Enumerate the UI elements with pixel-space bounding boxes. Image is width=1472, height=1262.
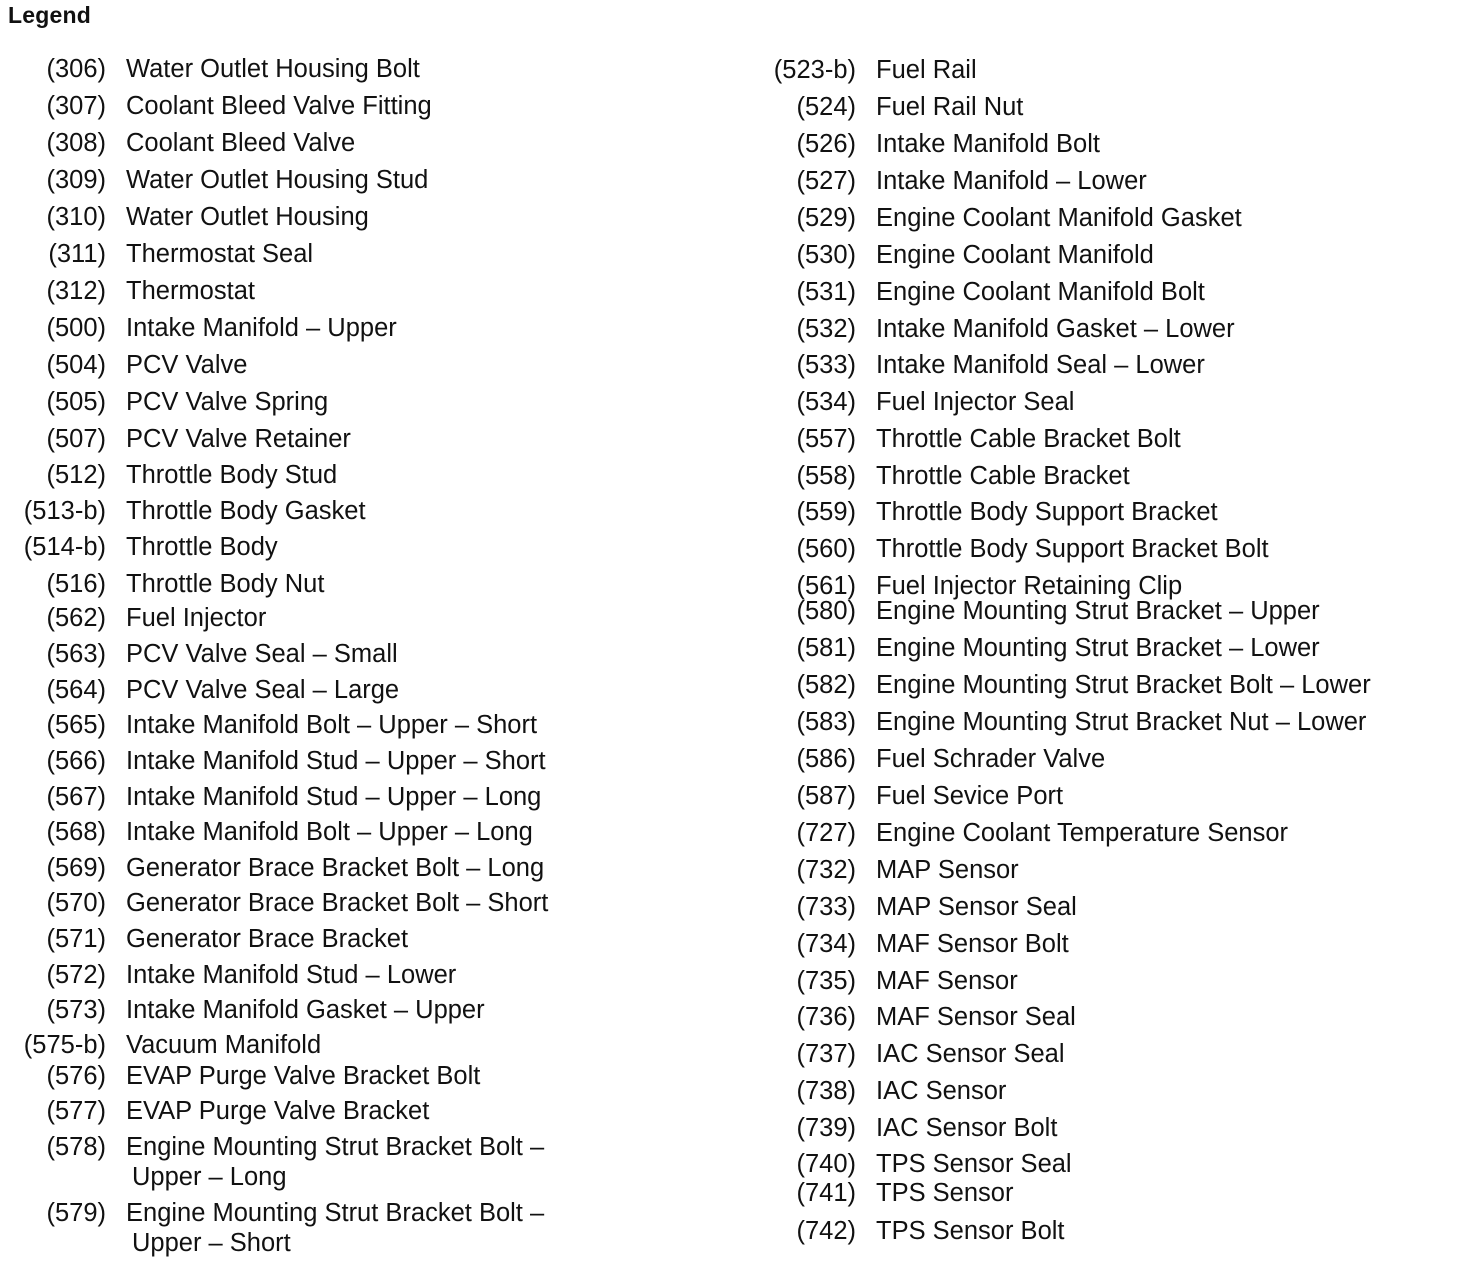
legend-item-description-line: TPS Sensor Seal	[876, 1150, 1072, 1178]
legend-item-description	[876, 55, 977, 85]
legend-item-description-line: Intake Manifold Gasket – Upper	[126, 996, 485, 1024]
legend-item-number: (311)	[48, 240, 106, 268]
legend-item-number: (738)	[796, 1077, 856, 1105]
legend-item-number: (307)	[46, 92, 106, 120]
legend-item-description-line: Intake Manifold Gasket – Lower	[876, 315, 1235, 343]
legend-item-description	[876, 670, 1371, 700]
legend-item-number: (569)	[46, 854, 106, 882]
legend-item-description-line: IAC Sensor	[876, 1077, 1007, 1105]
legend-item-number: (573)	[46, 996, 106, 1024]
legend-item-description-line: Water Outlet Housing	[126, 203, 369, 231]
legend-item-number: (310)	[46, 203, 106, 231]
legend-item-number: (586)	[796, 745, 856, 773]
legend-item-description	[876, 707, 1366, 737]
legend-item-description-line: Fuel Injector Retaining Clip	[876, 572, 1183, 600]
legend-item-number: (566)	[46, 747, 106, 775]
legend-item-description-line: Intake Manifold – Upper	[126, 314, 397, 342]
legend-item-description	[126, 54, 420, 84]
legend-item-description-line: Throttle Body	[126, 533, 278, 561]
legend-item-number: (580)	[796, 597, 856, 625]
legend-item-number: (532)	[796, 315, 856, 343]
legend-item-description	[126, 924, 408, 954]
legend-item-description-line: MAF Sensor Seal	[876, 1003, 1076, 1031]
legend-item-number: (742)	[796, 1217, 856, 1245]
legend-item-description	[126, 710, 537, 740]
legend-item-description-line: Thermostat	[126, 277, 255, 305]
legend-item-description	[126, 239, 313, 269]
legend-item-description	[876, 1002, 1076, 1032]
legend-item-description	[126, 1198, 544, 1258]
legend-item-description	[126, 1096, 429, 1126]
legend-item-description-line: TPS Sensor	[876, 1179, 1014, 1207]
legend-item-description-line: Engine Mounting Strut Bracket Nut – Lower	[876, 708, 1367, 736]
legend-item-number: (570)	[46, 889, 106, 917]
legend-item-description	[126, 276, 255, 306]
legend-item-number: (514-b)	[23, 533, 106, 561]
legend-item-description-line: Intake Manifold Bolt – Upper – Long	[126, 818, 533, 846]
legend-item-description	[126, 91, 432, 121]
legend-item-description-line: Intake Manifold Stud – Lower	[126, 961, 457, 989]
legend-item-description-line: Coolant Bleed Valve Fitting	[126, 92, 432, 120]
legend-item-description-line: Intake Manifold – Lower	[876, 167, 1147, 195]
legend-item-description	[126, 1030, 321, 1060]
legend-item-number: (733)	[796, 893, 856, 921]
legend-item-description	[876, 781, 1063, 811]
legend-item-number: (312)	[46, 277, 106, 305]
legend-item-description	[126, 496, 366, 526]
legend-item-description	[126, 387, 328, 417]
legend-item-number: (534)	[796, 388, 856, 416]
legend-item-description	[876, 855, 1019, 885]
legend-item-number: (565)	[46, 711, 106, 739]
legend-item-number: (529)	[796, 204, 856, 232]
legend-item-number: (581)	[796, 634, 856, 662]
legend-item-description-line: Generator Brace Bracket	[126, 925, 409, 953]
legend-item-description-line: Thermostat Seal	[126, 240, 314, 268]
legend-item-description-line: Engine Mounting Strut Bracket Bolt –	[126, 1199, 545, 1227]
legend-item-description	[876, 387, 1074, 417]
legend-item-description-line: PCV Valve Seal – Small	[126, 640, 398, 668]
legend-item-description	[876, 966, 1018, 996]
legend-item-number: (582)	[796, 671, 856, 699]
legend-item-description-continuation: Upper – Long	[132, 1163, 287, 1191]
legend-item-number: (578)	[46, 1133, 106, 1161]
legend-item-description-line: Fuel Schrader Valve	[876, 745, 1106, 773]
legend-item-description	[126, 128, 355, 158]
legend-item-description	[126, 888, 548, 918]
legend-item-description-line: TPS Sensor Bolt	[876, 1217, 1065, 1245]
legend-item-description	[876, 596, 1320, 626]
legend-item-number: (505)	[46, 388, 106, 416]
legend-item-description	[876, 92, 1023, 122]
legend-item-number: (559)	[796, 498, 856, 526]
legend-item-description-line: Engine Coolant Manifold Bolt	[876, 278, 1205, 306]
legend-item-description	[876, 1178, 1013, 1208]
legend-item-description-line: IAC Sensor Seal	[876, 1040, 1065, 1068]
legend-item-description-line: Coolant Bleed Valve	[126, 129, 356, 157]
legend-item-number: (533)	[796, 351, 856, 379]
legend-item-description	[876, 240, 1154, 270]
legend-item-description-line: EVAP Purge Valve Bracket	[126, 1097, 430, 1125]
legend-item-number: (531)	[796, 278, 856, 306]
legend-item-description	[876, 350, 1205, 380]
legend-item-number: (583)	[796, 708, 856, 736]
legend-item-description-line: MAF Sensor	[876, 967, 1018, 995]
legend-item-description	[126, 165, 428, 195]
legend-item-number: (507)	[46, 425, 106, 453]
legend-item-number: (741)	[796, 1179, 856, 1207]
legend-title: Legend	[8, 2, 91, 28]
legend-item-description	[126, 313, 397, 343]
legend-item-description	[126, 603, 266, 633]
legend-item-description-line: Throttle Cable Bracket Bolt	[876, 425, 1181, 453]
legend-item-number: (739)	[796, 1114, 856, 1142]
legend-item-number: (567)	[46, 783, 106, 811]
legend-item-description	[876, 166, 1147, 196]
legend-item-number: (732)	[796, 856, 856, 884]
legend-item-description	[876, 203, 1242, 233]
legend-item-description-line: Throttle Body Support Bracket Bolt	[876, 535, 1269, 563]
legend-item-description-line: Throttle Body Support Bracket	[876, 498, 1218, 526]
legend-item-number: (513-b)	[23, 497, 106, 525]
legend-item-number: (524)	[796, 93, 856, 121]
legend-item-number: (526)	[796, 130, 856, 158]
legend-item-description-line: Engine Coolant Manifold Gasket	[876, 204, 1242, 232]
legend-item-number: (587)	[796, 782, 856, 810]
legend-item-description-line: Engine Mounting Strut Bracket – Upper	[876, 597, 1320, 625]
legend-item-description-line: MAP Sensor Seal	[876, 893, 1077, 921]
legend-item-number: (308)	[46, 129, 106, 157]
legend-item-description-line: Throttle Body Gasket	[126, 497, 366, 525]
legend-item-description-line: Generator Brace Bracket Bolt – Short	[126, 889, 549, 917]
legend-item-description-line: Fuel Rail	[876, 56, 977, 84]
legend-item-description-line: PCV Valve Seal – Large	[126, 676, 400, 704]
legend-item-description	[876, 534, 1269, 564]
legend-item-description	[126, 1132, 544, 1192]
legend-item-description	[876, 744, 1105, 774]
legend-item-description-line: PCV Valve Spring	[126, 388, 329, 416]
legend-item-description	[876, 129, 1100, 159]
legend-item-description-line: Intake Manifold Bolt	[876, 130, 1100, 158]
legend-item-number: (577)	[46, 1097, 106, 1125]
legend-item-description-line: Fuel Sevice Port	[876, 782, 1064, 810]
legend-item-number: (527)	[796, 167, 856, 195]
legend-item-number: (561)	[796, 572, 856, 600]
legend-item-description-line: Throttle Body Nut	[126, 570, 325, 598]
legend-item-description	[876, 633, 1320, 663]
legend-item-number: (500)	[46, 314, 106, 342]
legend-item-description-line: IAC Sensor Bolt	[876, 1114, 1058, 1142]
legend-item-number: (512)	[46, 461, 106, 489]
legend-item-description-line: Engine Mounting Strut Bracket Bolt –	[126, 1133, 545, 1161]
legend-item-number: (727)	[796, 819, 856, 847]
legend-item-number: (572)	[46, 961, 106, 989]
legend-item-number: (306)	[46, 55, 106, 83]
legend-item-number: (734)	[796, 930, 856, 958]
legend-item-description-line: Intake Manifold Seal – Lower	[876, 351, 1205, 379]
legend-item-description	[876, 461, 1130, 491]
legend-item-description-line: Generator Brace Bracket Bolt – Long	[126, 854, 545, 882]
legend-item-description	[126, 460, 337, 490]
legend-item-description	[126, 1061, 480, 1091]
legend-item-description	[126, 424, 351, 454]
legend-item-description-line: Intake Manifold Stud – Upper – Short	[126, 747, 546, 775]
legend-item-number: (571)	[46, 925, 106, 953]
legend-item-description-line: Water Outlet Housing Stud	[126, 166, 429, 194]
legend-item-number: (558)	[796, 462, 856, 490]
legend-item-number: (523-b)	[773, 56, 856, 84]
legend-item-description-line: MAP Sensor	[876, 856, 1019, 884]
legend-item-description	[126, 746, 546, 776]
legend-item-description	[126, 569, 324, 599]
legend-item-number: (736)	[796, 1003, 856, 1031]
legend-item-description	[126, 995, 485, 1025]
legend-item-description	[876, 1149, 1072, 1179]
legend-item-description-line: Intake Manifold Bolt – Upper – Short	[126, 711, 538, 739]
legend-item-description	[126, 853, 544, 883]
legend-item-description	[126, 782, 541, 812]
legend-item-description	[876, 929, 1069, 959]
legend-item-description-line: Engine Mounting Strut Bracket – Lower	[876, 634, 1320, 662]
legend-item-description	[126, 350, 247, 380]
legend-item-description	[126, 202, 369, 232]
legend-item-description	[126, 675, 399, 705]
legend-item-description-line: Engine Coolant Manifold	[876, 241, 1154, 269]
legend-item-description	[876, 424, 1181, 454]
legend-item-description	[876, 1216, 1065, 1246]
legend-item-description-line: Engine Mounting Strut Bracket Bolt – Lower	[876, 671, 1371, 699]
legend-item-number: (309)	[46, 166, 106, 194]
legend-item-description-line: Fuel Rail Nut	[876, 93, 1024, 121]
legend-item-description-line: Throttle Cable Bracket	[876, 462, 1130, 490]
legend-item-number: (530)	[796, 241, 856, 269]
legend-item-description	[876, 277, 1205, 307]
legend-item-description-line: Fuel Injector	[126, 604, 267, 632]
legend-item-number: (563)	[46, 640, 106, 668]
legend-item-number: (579)	[46, 1199, 106, 1227]
legend-item-number: (504)	[46, 351, 106, 379]
legend-item-description-line: MAF Sensor Bolt	[876, 930, 1069, 958]
legend-item-description	[876, 818, 1288, 848]
legend-item-number: (737)	[796, 1040, 856, 1068]
legend-item-number: (735)	[796, 967, 856, 995]
legend-item-description-line: Intake Manifold Stud – Upper – Long	[126, 783, 542, 811]
legend-item-description-line: Fuel Injector Seal	[876, 388, 1075, 416]
legend-item-number: (740)	[796, 1150, 856, 1178]
legend-item-description-continuation: Upper – Short	[132, 1229, 291, 1257]
legend-item-description	[876, 1039, 1065, 1069]
legend-item-number: (568)	[46, 818, 106, 846]
legend-item-description-line: EVAP Purge Valve Bracket Bolt	[126, 1062, 481, 1090]
legend-item-number: (576)	[46, 1062, 106, 1090]
legend-item-description	[876, 314, 1235, 344]
legend-item-description	[126, 817, 533, 847]
legend-item-number: (516)	[46, 570, 106, 598]
legend-item-description-line: Throttle Body Stud	[126, 461, 338, 489]
legend-item-description-line: PCV Valve	[126, 351, 248, 379]
legend-item-description-line: Engine Coolant Temperature Sensor	[876, 819, 1289, 847]
legend-item-number: (575-b)	[23, 1031, 106, 1059]
legend-item-number: (557)	[796, 425, 856, 453]
legend-item-description	[876, 1076, 1006, 1106]
legend-item-description	[876, 892, 1077, 922]
legend-item-description-line: PCV Valve Retainer	[126, 425, 351, 453]
legend-item-description-line: Vacuum Manifold	[126, 1031, 322, 1059]
legend-item-number: (564)	[46, 676, 106, 704]
legend-item-description	[126, 960, 456, 990]
legend-item-description	[876, 497, 1218, 527]
legend-item-description-line: Water Outlet Housing Bolt	[126, 55, 420, 83]
legend-item-number: (560)	[796, 535, 856, 563]
legend-item-number: (562)	[46, 604, 106, 632]
legend-item-description	[126, 532, 278, 562]
legend-item-description	[126, 639, 398, 669]
legend-item-description	[876, 1113, 1057, 1143]
